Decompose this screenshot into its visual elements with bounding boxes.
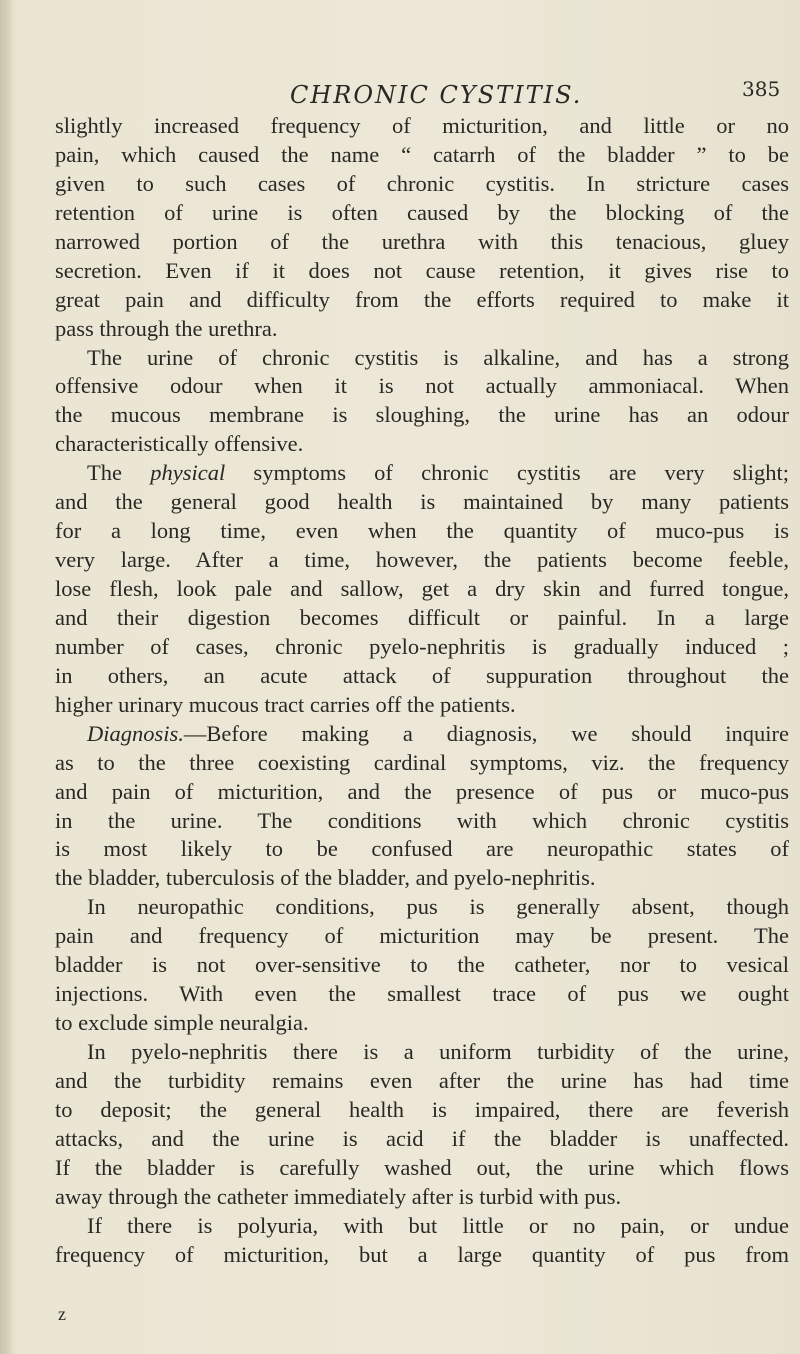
text-line: is most likely to be confused are neuropathic states of <box>55 836 789 862</box>
text-line: away through the catheter immediately after is turbid with pus. <box>55 1183 622 1209</box>
text-line: frequency of micturition, but a large quantity of pus from <box>55 1241 789 1267</box>
text-line: the mucous membrane is sloughing, the urine has an odour <box>55 402 789 428</box>
text-line: great pain and difficulty from the efforts required to make it <box>55 286 789 312</box>
paragraph-start: In neuropathic conditions, pus is generally absent, though <box>87 894 789 920</box>
text-line: pain, which caused the name “ catarrh of the bladder ” to be <box>55 141 789 167</box>
text-line: pass through the urethra. <box>55 315 278 341</box>
text-line: in others, an acute attack of suppuration throughout the <box>55 662 789 688</box>
paragraph-start: Diagnosis.—Before making a diagnosis, we should inquire <box>87 720 789 746</box>
paragraph-start: If there is polyuria, with but little or no pain, or undue <box>87 1212 789 1238</box>
text-line: lose flesh, look pale and sallow, get a dry skin and furred tongue, <box>55 576 789 601</box>
text-line: and pain of micturition, and the presence of pus or muco-pus <box>55 778 789 804</box>
text-line: narrowed portion of the urethra with this tenacious, gluey <box>55 228 789 254</box>
text-line: very large. After a time, however, the patients become feeble, <box>55 547 789 573</box>
text-line: to exclude simple neuralgia. <box>55 1010 309 1036</box>
paragraph-start: The physical symptoms of chronic cystitis are very slight; <box>87 460 790 486</box>
text-line: pain and frequency of micturition may be present. The <box>55 923 789 949</box>
text-line: retention of urine is often caused by the blocking of the <box>55 199 789 225</box>
paragraph-start: In pyelo-nephritis there is a uniform turbidity of the urine, <box>87 1039 789 1064</box>
running-head <box>0 78 800 112</box>
text-line: and the turbidity remains even after the urine has had time <box>55 1067 789 1093</box>
text-line: number of cases, chronic pyelo-nephritis is gradually induced ; <box>55 633 789 659</box>
text-line: If the bladder is carefully washed out, the urine which flows <box>55 1154 789 1180</box>
text-line: offensive odour when it is not actually ammoniacal. When <box>55 373 789 399</box>
text-line: secretion. Even if it does not cause retention, it gives rise to <box>55 257 789 283</box>
paragraph-start: The urine of chronic cystitis is alkaline, and has a strong <box>87 344 789 370</box>
text-line: and their digestion becomes difficult or painful. In a large <box>55 604 789 630</box>
text-line: higher urinary mucous tract carries off the patients. <box>55 691 516 717</box>
text-line: bladder is not over-sensitive to the catheter, nor to vesical <box>55 952 789 978</box>
text-line: and the general good health is maintained by many patients <box>55 489 789 515</box>
section-heading-diagnosis: Diagnosis. <box>87 720 184 746</box>
text-line: the bladder, tuberculosis of the bladder, and pyelo-nephritis. <box>55 865 596 891</box>
text-line: slightly increased frequency of micturition, and little or no <box>55 113 789 138</box>
text-line: characteristically offensive. <box>55 431 304 457</box>
emphasis-physical: physical <box>150 460 226 486</box>
body-text <box>55 112 789 1270</box>
page-gutter-shadow <box>0 0 14 1354</box>
text-line: as to the three coexisting cardinal symptoms, viz. the frequency <box>55 749 789 775</box>
text-line: attacks, and the urine is acid if the bladder is unaffected. <box>55 1125 789 1151</box>
text-line: for a long time, even when the quantity of muco-pus is <box>55 518 789 544</box>
page-number: 385 <box>742 77 781 101</box>
text-line: injections. With even the smallest trace of pus we ought <box>55 981 789 1007</box>
text-line: in the urine. The conditions with which chronic cystitis <box>55 807 789 833</box>
text-line: given to such cases of chronic cystitis. In stricture cases <box>55 170 789 196</box>
running-title: CHRONIC CYSTITIS. <box>290 81 583 109</box>
signature-mark: z <box>58 1304 66 1324</box>
text-line: to deposit; the general health is impaired, there are feverish <box>55 1096 789 1122</box>
